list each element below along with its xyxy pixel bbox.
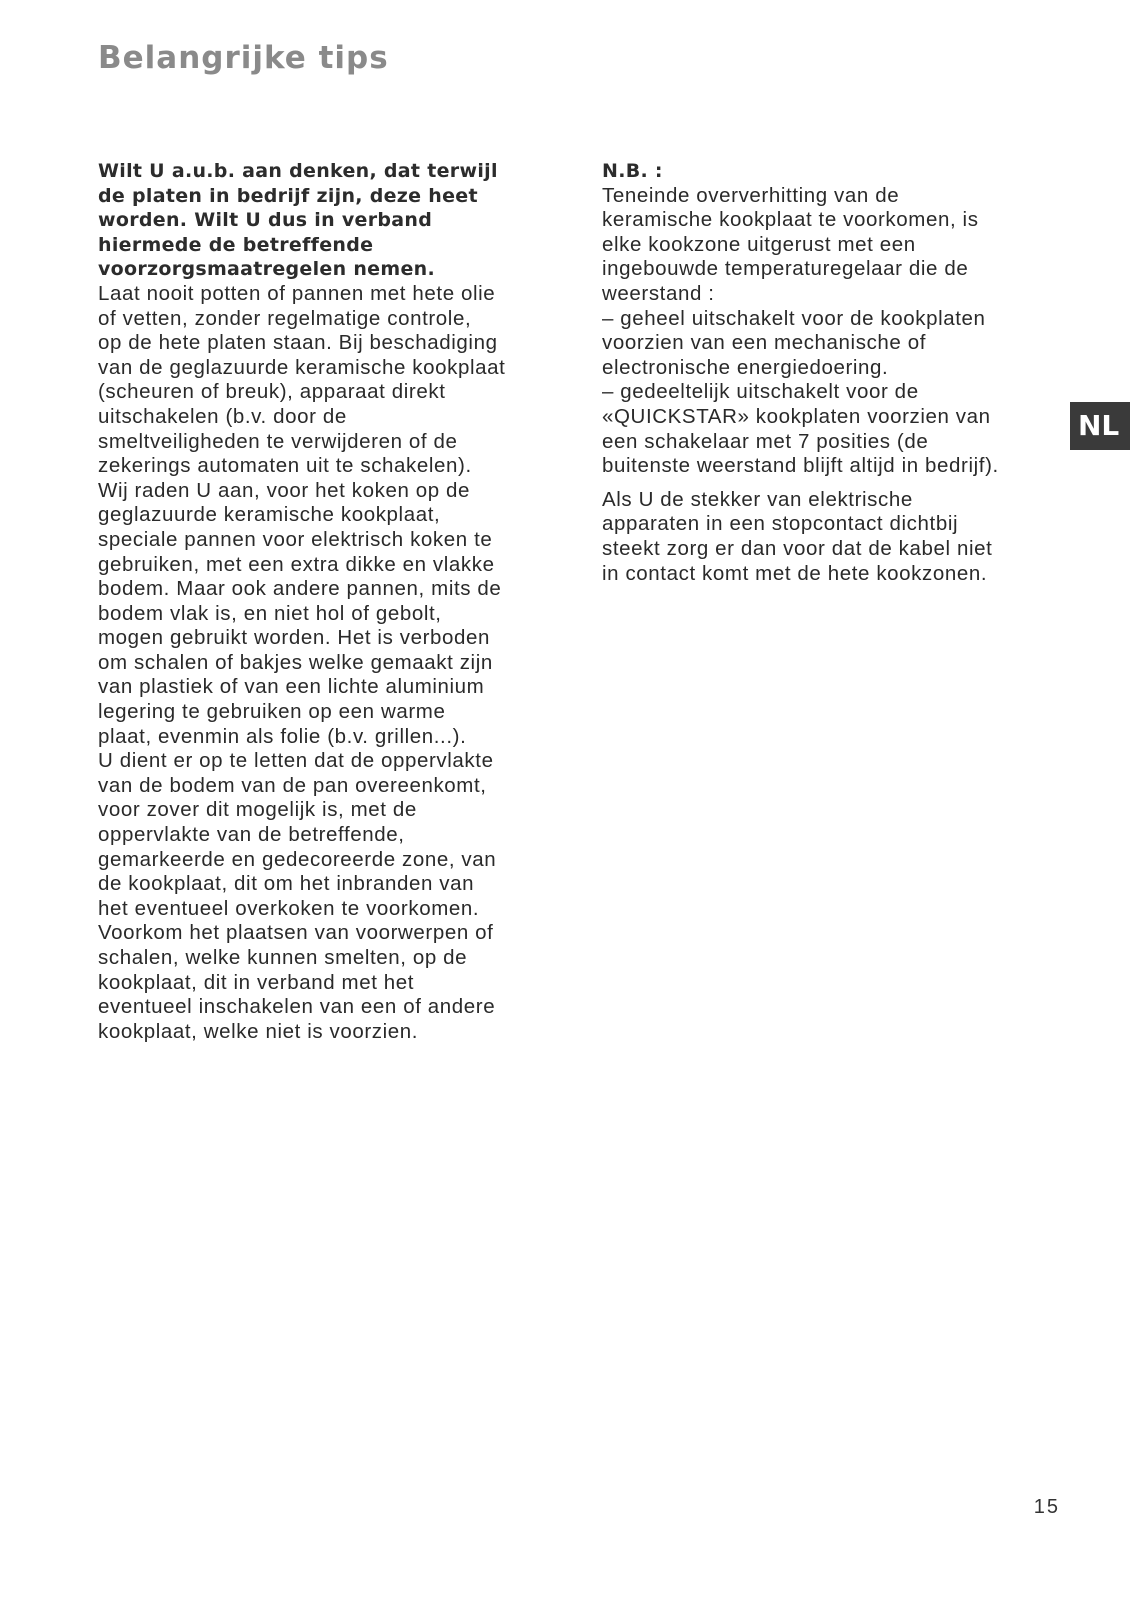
body-line: geglazuurde keramische kookplaat, bbox=[98, 503, 441, 527]
body-line: mogen gebruikt worden. Het is verboden bbox=[98, 626, 491, 650]
nb-line: «QUICKSTAR» kookplaten voorzien van bbox=[602, 404, 991, 428]
nb-paragraph bbox=[602, 184, 1062, 479]
nb-line: ingebouwde temperaturegelaar die de bbox=[602, 257, 969, 281]
nb-line: buitenste weerstand blijft altijd in bedrijf). bbox=[602, 454, 999, 478]
warning-line: hiermede de betreffende bbox=[98, 233, 374, 256]
nb-line: een schakelaar met 7 posities (de bbox=[602, 429, 929, 453]
nb-line: voorzien van een mechanische of bbox=[602, 331, 927, 355]
nb-line: keramische kookplaat te voorkomen, is bbox=[602, 208, 979, 232]
nb-heading: N.B. : bbox=[602, 160, 663, 182]
nb-line: – geheel uitschakelt voor de kookplaten bbox=[602, 306, 986, 330]
cable-line: steekt zorg er dan voor dat de kabel niet bbox=[602, 536, 993, 560]
cable-paragraph bbox=[602, 488, 1062, 586]
nb-line: elke kookzone uitgerust met een bbox=[602, 232, 916, 256]
body-line: legering te gebruiken op een warme bbox=[98, 700, 446, 724]
body-line: (scheuren of breuk), apparaat direkt bbox=[98, 380, 446, 404]
page-number: 15 bbox=[1033, 1496, 1060, 1518]
body-line: Wij raden U aan, voor het koken op de bbox=[98, 478, 471, 502]
body-line: de kookplaat, dit om het inbranden van bbox=[98, 872, 475, 896]
cable-line: Als U de stekker van elektrische bbox=[602, 487, 913, 511]
body-line: uitschakelen (b.v. door de bbox=[98, 404, 347, 428]
warning-line: Wilt U a.u.b. aan denken, dat terwijl bbox=[98, 160, 498, 182]
page-title: Belangrijke tips bbox=[98, 40, 389, 76]
body-line: kookplaat, welke niet is voorzien. bbox=[98, 1019, 419, 1043]
body-line: gemarkeerde en gedecoreerde zone, van bbox=[98, 847, 497, 871]
warning-line: worden. Wilt U dus in verband bbox=[98, 209, 433, 232]
warning-line: voorzorgsmaatregelen nemen. bbox=[98, 258, 436, 281]
cable-line: in contact komt met de hete kookzonen. bbox=[602, 561, 988, 585]
warning-paragraph bbox=[98, 159, 568, 282]
nb-line: – gedeeltelijk uitschakelt voor de bbox=[602, 380, 919, 404]
body-line: oppervlakte van de betreffende, bbox=[98, 823, 405, 847]
body-line: van de bodem van de pan overeenkomt, bbox=[98, 773, 487, 797]
body-line: speciale pannen voor elektrisch koken te bbox=[98, 527, 493, 551]
body-line: kookplaat, dit in verband met het bbox=[98, 970, 415, 994]
body-line: eventueel inschakelen van een of andere bbox=[98, 995, 496, 1019]
body-line: bodem vlak is, en niet hol of gebolt, bbox=[98, 601, 442, 625]
paragraph-spacer bbox=[602, 479, 1062, 488]
right-column bbox=[602, 159, 1062, 586]
warning-line: de platen in bedrijf zijn, deze heet bbox=[98, 184, 478, 207]
body-line: gebruiken, met een extra dikke en vlakke bbox=[98, 552, 495, 576]
cable-line: apparaten in een stopcontact dichtbij bbox=[602, 512, 959, 536]
body-line: om schalen of bakjes welke gemaakt zijn bbox=[98, 650, 493, 674]
body-line: of vetten, zonder regelmatige controle, bbox=[98, 306, 472, 330]
body-line: Laat nooit potten of pannen met hete olie bbox=[98, 281, 496, 305]
language-tab: NL bbox=[1070, 402, 1130, 450]
body-line: smeltveiligheden te verwijderen of de bbox=[98, 429, 458, 453]
body-line: van plastiek of van een lichte aluminium bbox=[98, 675, 485, 699]
body-line: op de hete platen staan. Bij beschadiging bbox=[98, 331, 498, 355]
body-paragraph bbox=[98, 282, 568, 1044]
body-line: zekerings automaten uit te schakelen). bbox=[98, 454, 472, 478]
body-line: plaat, evenmin als folie (b.v. grillen...). bbox=[98, 724, 467, 748]
left-column bbox=[98, 159, 568, 1044]
body-line: voor zover dit mogelijk is, met de bbox=[98, 798, 417, 822]
nb-line: weerstand : bbox=[602, 281, 715, 305]
body-line: van de geglazuurde keramische kookplaat bbox=[98, 355, 506, 379]
nb-line: Teneinde oververhitting van de bbox=[602, 183, 900, 207]
body-line: Voorkom het plaatsen van voorwerpen of bbox=[98, 921, 494, 945]
body-line: schalen, welke kunnen smelten, op de bbox=[98, 946, 468, 969]
body-line: het eventueel overkoken te voorkomen. bbox=[98, 896, 480, 920]
body-line: bodem. Maar ook andere pannen, mits de bbox=[98, 577, 502, 601]
nb-line: electronische energiedoering. bbox=[602, 355, 889, 379]
body-line: U dient er op te letten dat de oppervlakte bbox=[98, 749, 494, 773]
